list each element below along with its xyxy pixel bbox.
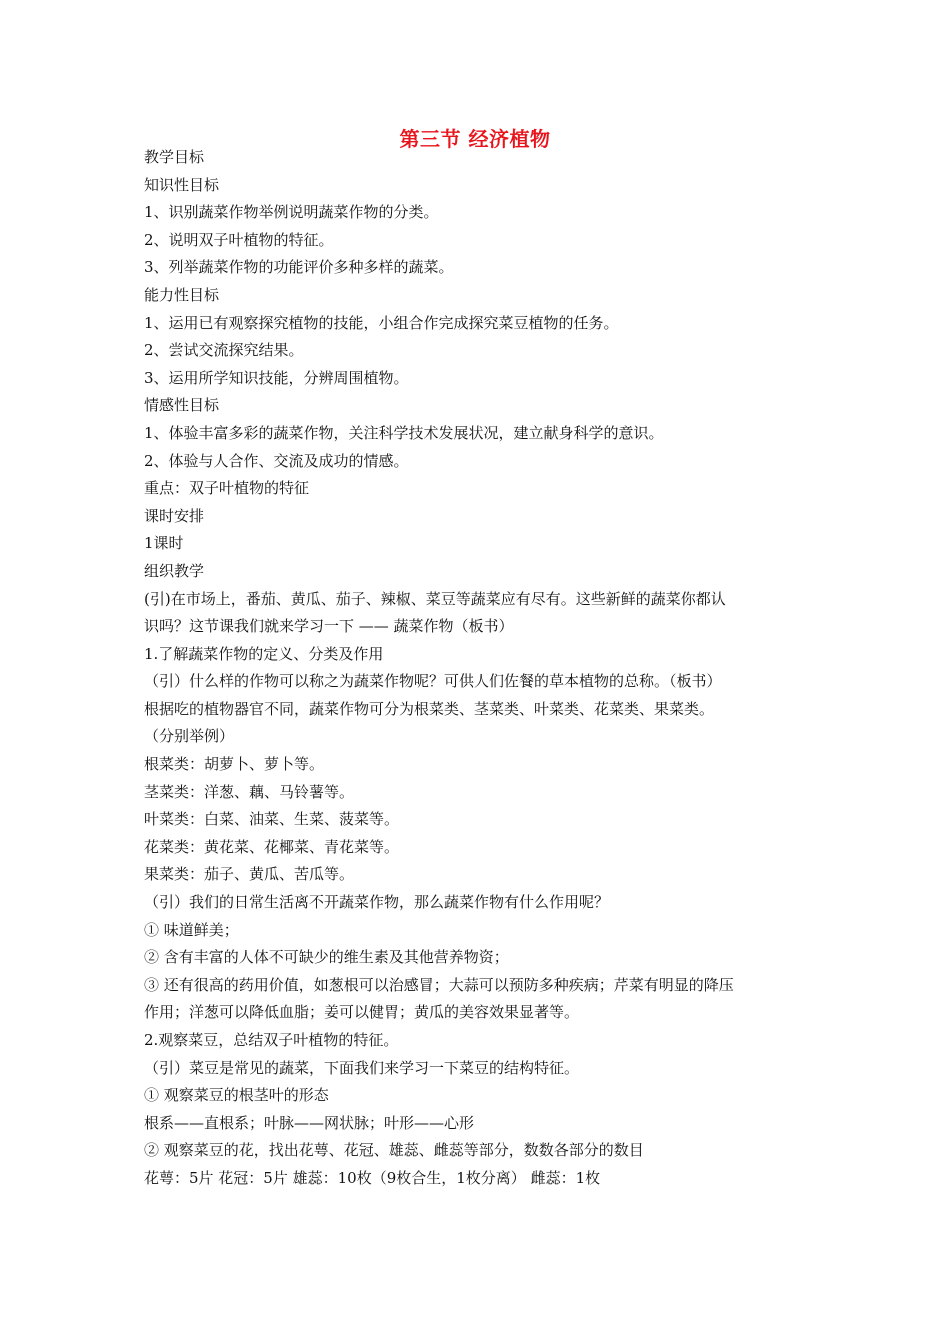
text-line: 知识性目标: [144, 175, 220, 194]
text-line: ① 味道鲜美；: [144, 920, 239, 939]
text-line: 果菜类：茄子、黄瓜、苦瓜等。: [144, 865, 355, 884]
text-line: 1、运用已有观察探究植物的技能，小组合作完成探究菜豆植物的任务。: [144, 313, 619, 332]
text-line: 识吗？这节课我们就来学习一下 —— 蔬菜作物（板书）: [144, 617, 514, 636]
text-line: 花萼：5片 花冠：5片 雄蕊：10枚（9枚合生，1枚分离） 雌蕊：1枚: [144, 1168, 601, 1187]
text-line: 叶菜类：白菜、油菜、生菜、菠菜等。: [144, 810, 400, 829]
text-line: (引)在市场上，番茄、黄瓜、茄子、辣椒、菜豆等蔬菜应有尽有。这些新鲜的蔬菜你都认: [144, 589, 726, 608]
text-line: 1.了解蔬菜作物的定义、分类及作用: [144, 644, 384, 663]
text-line: 情感性目标: [144, 396, 220, 415]
text-line: （引）我们的日常生活离不开蔬菜作物，那么蔬菜作物有什么作用呢？: [144, 893, 610, 912]
text-line: （分别举例）: [144, 727, 235, 746]
text-line: 2.观察菜豆，总结双子叶植物的特征。: [144, 1031, 399, 1049]
text-line: 重点：双子叶植物的特征: [144, 479, 310, 498]
text-line: 作用；洋葱可以降低血脂；姜可以健胃；黄瓜的美容效果显著等。: [144, 1003, 580, 1022]
text-line: ② 含有丰富的人体不可缺少的维生素及其他营养物资；: [144, 948, 509, 967]
text-line: 2、尝试交流探究结果。: [144, 341, 304, 360]
text-line: 3、列举蔬菜作物的功能评价多种多样的蔬菜。: [144, 258, 454, 277]
text-line: 1课时: [144, 534, 184, 553]
text-line: 根据吃的植物器官不同，蔬菜作物可分为根菜类、茎菜类、叶菜类、花菜类、果菜类。: [144, 699, 715, 718]
text-line: 3、运用所学知识技能，分辨周围植物。: [144, 368, 409, 387]
text-line: 课时安排: [144, 506, 205, 525]
text-line: ② 观察菜豆的花，找出花萼、花冠、雄蕊、雌蕊等部分，数数各部分的数目: [144, 1141, 644, 1160]
text-line: 教学目标: [144, 148, 205, 166]
text-line: 组织教学: [144, 561, 205, 580]
text-line: （引）菜豆是常见的蔬菜，下面我们来学习一下菜豆的结构特征。: [144, 1058, 580, 1077]
text-line: ③ 还有很高的药用价值，如葱根可以治感冒；大蒜可以预防多种疾病；芹菜有明显的降压: [144, 975, 734, 994]
document-body: [144, 144, 808, 1193]
text-line: （引）什么样的作物可以称之为蔬菜作物呢？可供人们佐餐的草本植物的总称。（板书）: [144, 672, 722, 691]
text-line: 茎菜类：洋葱、藕、马铃薯等。: [144, 782, 355, 801]
page-title: 第三节 经济植物: [399, 127, 551, 151]
text-line: 2、体验与人合作、交流及成功的情感。: [144, 451, 409, 470]
text-line: 花菜类：黄花菜、花椰菜、青花菜等。: [144, 837, 400, 856]
text-line: 根系——直根系；叶脉——网状脉；叶形——心形: [144, 1113, 475, 1132]
text-line: 1、体验丰富多彩的蔬菜作物，关注科学技术发展状况，建立献身科学的意识。: [144, 423, 664, 442]
text-line: 能力性目标: [144, 285, 220, 304]
text-line: 根菜类：胡萝卜、萝卜等。: [144, 755, 325, 774]
text-line: ① 观察菜豆的根茎叶的形态: [144, 1086, 329, 1105]
text-line: 1、识别蔬菜作物举例说明蔬菜作物的分类。: [144, 203, 439, 222]
text-line: 2、说明双子叶植物的特征。: [144, 230, 334, 249]
